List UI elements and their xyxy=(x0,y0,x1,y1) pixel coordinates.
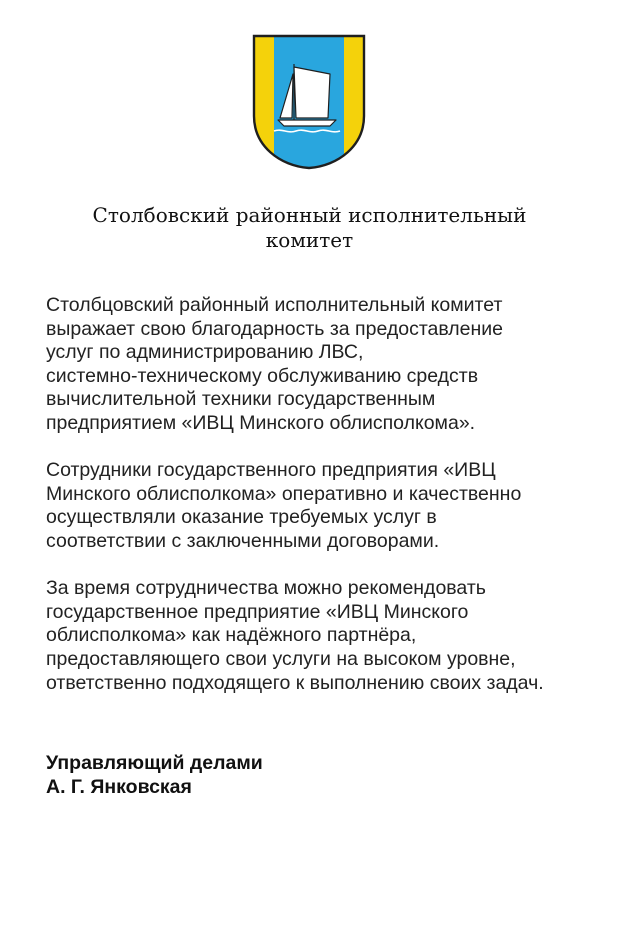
text-line: вычислительной техники государственным xyxy=(46,388,436,411)
text-line: Минского облисполкома» оперативно и качественно xyxy=(46,482,522,505)
signatory-name: А. Г. Янковская xyxy=(46,776,192,798)
text-line: выражает свою благодарность за предоставление xyxy=(46,317,504,340)
text-line: ответственно подходящего к выполнению своих задач. xyxy=(46,671,544,694)
text-line: осуществляли оказание требуемых услуг в xyxy=(46,506,437,529)
text-line: предоставляющего свои услуги на высоком уровне, xyxy=(46,647,516,670)
page-title xyxy=(40,203,579,253)
letter-paragraph xyxy=(46,577,606,695)
text-line: облисполкома» как надёжного партнёра, xyxy=(46,624,417,647)
text-line: государственное предприятие «ИВЦ Минского xyxy=(46,600,469,623)
signature-block xyxy=(46,751,263,799)
title-line: комитет xyxy=(265,228,354,252)
text-line: предприятием «ИВЦ Минского облисполкома». xyxy=(46,411,476,434)
text-line: За время сотрудничества можно рекомендовать xyxy=(46,577,486,600)
text-line: Сотрудники государственного предприятия «ИВЦ xyxy=(46,459,496,482)
letter-body xyxy=(46,294,606,719)
coat-of-arms-sailboat-icon xyxy=(252,34,366,170)
text-line: Столбцовский районный исполнительный комитет xyxy=(46,294,503,316)
text-line: услуг по администрированию ЛВС, xyxy=(46,341,364,364)
title-line: Столбовский районный исполнительный xyxy=(92,203,527,227)
text-line: соответствии с заключенными договорами. xyxy=(46,529,440,552)
text-line: системно-техническому обслуживанию средств xyxy=(46,364,479,387)
letter-paragraph xyxy=(46,459,606,553)
signatory-position: Управляющий делами xyxy=(46,752,263,774)
letter-paragraph xyxy=(46,294,606,436)
